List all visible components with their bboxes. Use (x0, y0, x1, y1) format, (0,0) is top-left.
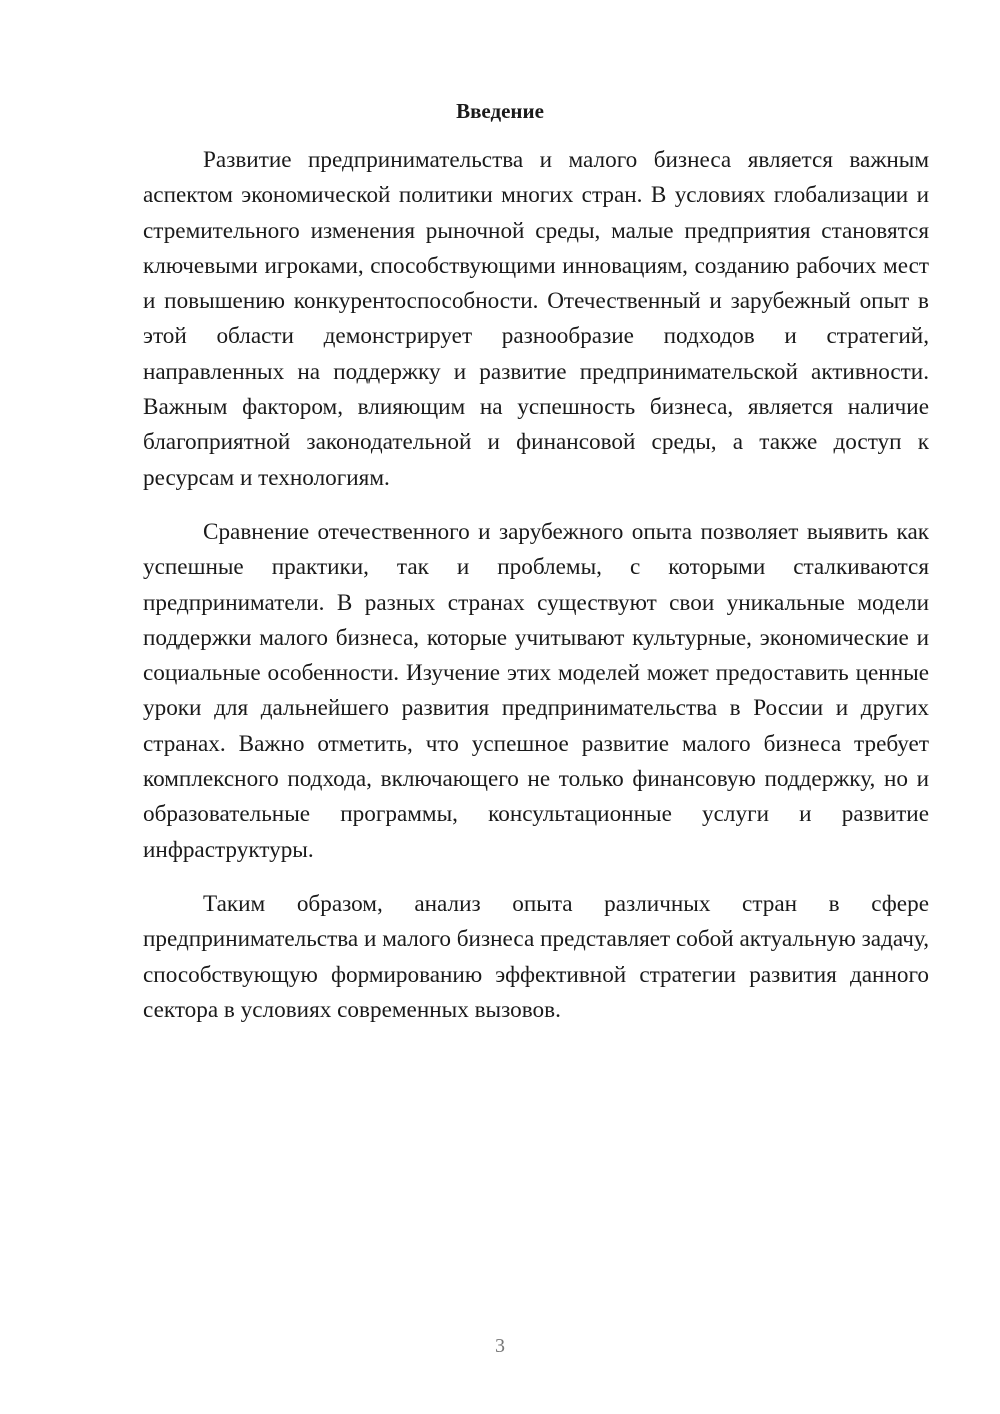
paragraph-1: Развитие предпринимательства и малого бизнеса является важным аспектом экономической политики многих стран. В условиях глобализации и стремительного изменения рыночной среды, малые предприятия становятся ключевыми игроками, способствующими инновациям, созданию рабочих мест и повышению конкурентоспособности. Отечественный и зарубежный опыт в этой области демонстрирует разнообразие подходов и стратегий, направленных на поддержку и развитие предпринимательской активности. Важным фактором, влияющим на успешность бизнеса, является наличие благоприятной законодательной и финансовой среды, а также доступ к ресурсам и технологиям. (143, 147, 929, 491)
paragraph-2: Сравнение отечественного и зарубежного опыта позволяет выявить как успешные практики, так и проблемы, с которыми сталкиваются предприниматели. В разных странах существуют свои уникальные модели поддержки малого бизнеса, которые учитывают культурные, экономические и социальные особенности. Изучение этих моделей может предоставить ценные уроки для дальнейшего развития предпринимательства в России и других странах. Важно отметить, что успешное развитие малого бизнеса требует комплексного подхода, включающего не только финансовую поддержку, но и образовательные программы, консультационные услуги и развитие инфраструктуры. (143, 518, 929, 863)
paragraph-3: Таким образом, анализ опыта различных стран в сфере предпринимательства и малого бизнеса представляет собой актуальную задачу, способствующую формированию эффективной стратегии развития данного сектора в условиях современных вызовов. (143, 890, 929, 1023)
body-text (143, 143, 929, 1028)
page-number: 3 (495, 1335, 505, 1357)
page-title: Введение (456, 99, 544, 123)
